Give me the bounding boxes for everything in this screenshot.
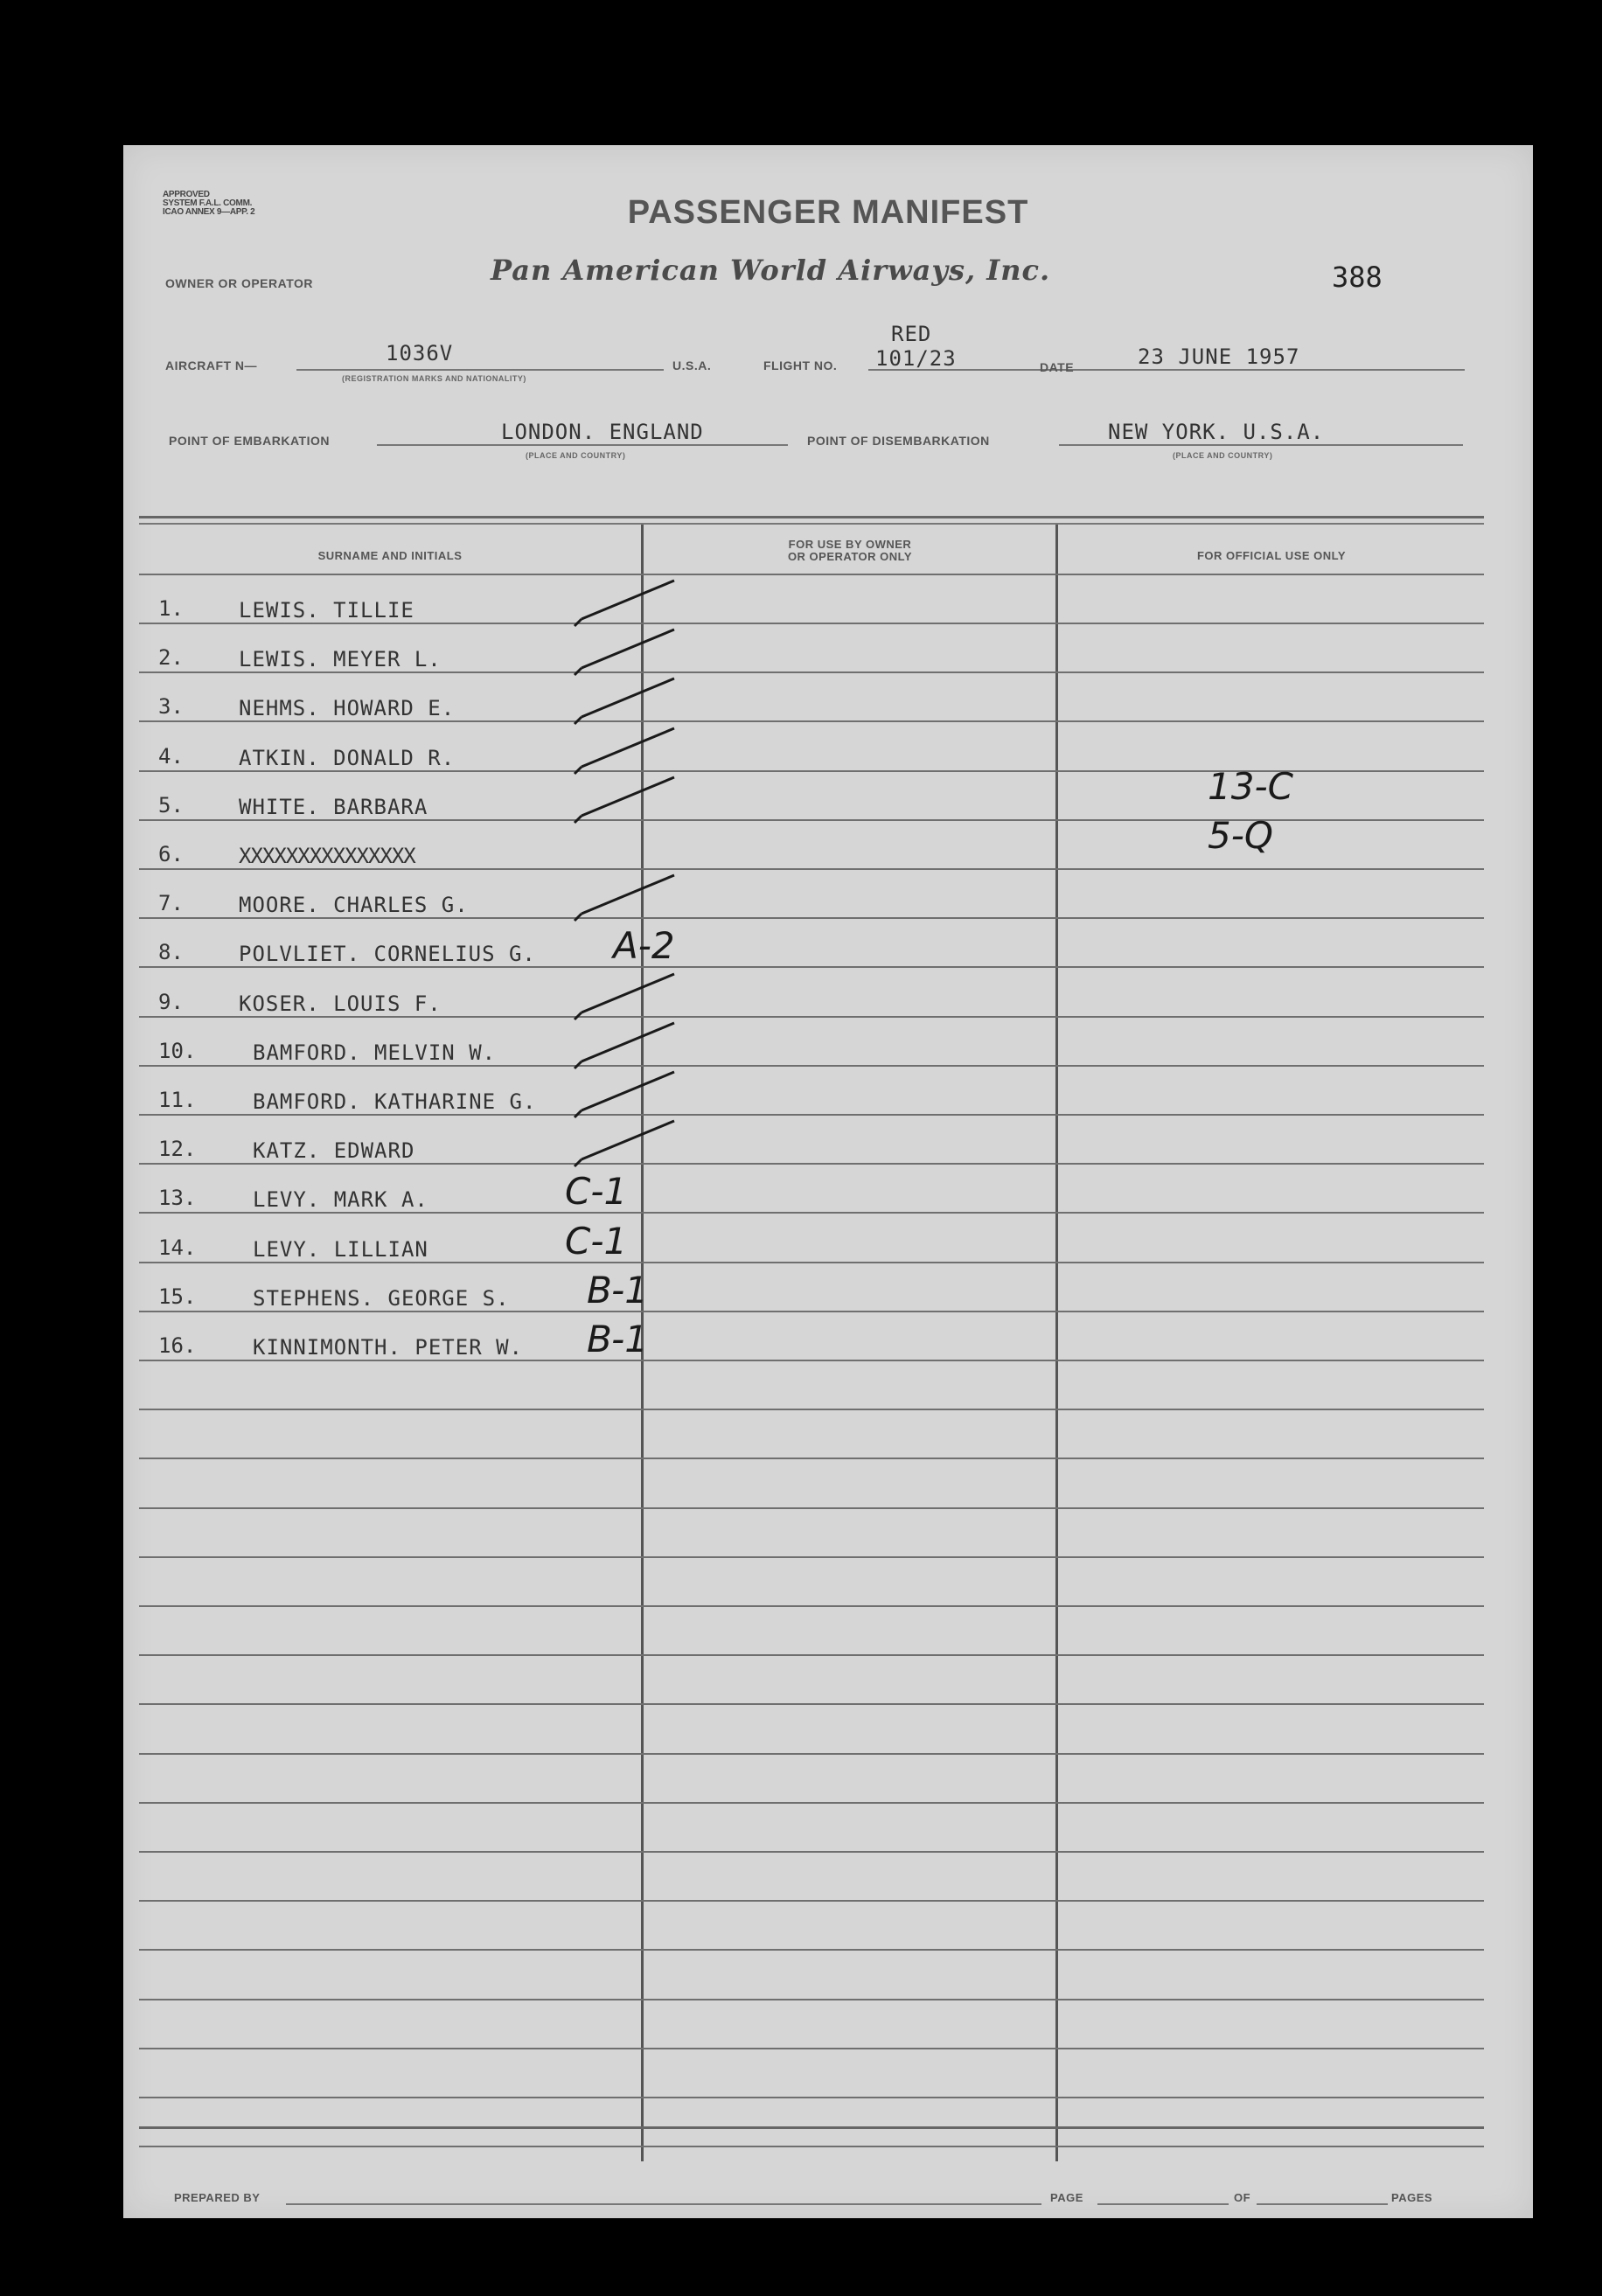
disembarkation-value: NEW YORK. U.S.A. xyxy=(1108,420,1325,444)
flight-label: FLIGHT NO. xyxy=(763,358,838,372)
registration-note: (REGISTRATION MARKS AND NATIONALITY) xyxy=(342,374,526,383)
row-rule xyxy=(139,1311,1484,1312)
passenger-name: BAMFORD. KATHARINE G. xyxy=(253,1089,537,1114)
passenger-name: LEWIS. MEYER L. xyxy=(239,647,442,672)
prepared-by-line xyxy=(286,2186,1041,2205)
row-rule xyxy=(139,1507,1484,1509)
check-stroke xyxy=(575,728,674,774)
passenger-name: MOORE. CHARLES G. xyxy=(239,893,469,918)
page-label: PAGE xyxy=(1050,2191,1083,2204)
row-rule xyxy=(139,1016,1484,1018)
row-number: 5. xyxy=(158,792,184,818)
row-rule xyxy=(139,1262,1484,1263)
row-number: 6. xyxy=(158,842,184,866)
table-top-rule xyxy=(139,516,1484,518)
of-line xyxy=(1257,2186,1388,2205)
header-rule xyxy=(139,574,1484,575)
row-rule xyxy=(139,1556,1484,1558)
row-rule xyxy=(139,2146,1484,2147)
row-number: 11. xyxy=(158,1088,197,1112)
flight-color: RED xyxy=(891,322,932,346)
check-stroke xyxy=(575,1023,674,1068)
row-rule xyxy=(139,917,1484,919)
row-number: 9. xyxy=(158,989,184,1014)
seat-mark: B-1 xyxy=(587,1268,648,1312)
manifest-sheet xyxy=(123,145,1533,2218)
seat-mark: C-1 xyxy=(565,1170,628,1214)
passenger-name: ATKIN. DONALD R. xyxy=(239,745,456,770)
row-number: 10. xyxy=(158,1038,197,1063)
passenger-name: XXXXXXXXXXXXXXX xyxy=(239,844,415,868)
date-value: 23 JUNE 1957 xyxy=(1138,344,1300,369)
official-mark: 13-C xyxy=(1208,764,1293,808)
check-tick-icon xyxy=(569,1019,692,1072)
passenger-name: KINNIMONTH. PETER W. xyxy=(253,1335,523,1360)
row-rule xyxy=(139,623,1484,624)
check-tick-icon xyxy=(569,971,692,1023)
embarkation-label: POINT OF EMBARKATION xyxy=(169,434,330,448)
row-number: 3. xyxy=(158,694,184,720)
row-rule xyxy=(139,1900,1484,1902)
passenger-name: BAMFORD. MELVIN W. xyxy=(253,1040,497,1065)
col-header-surname: SURNAME AND INITIALS xyxy=(317,549,463,562)
row-rule xyxy=(139,2097,1484,2098)
form-title: PASSENGER MANIFEST xyxy=(627,194,1029,231)
check-tick-icon xyxy=(569,675,692,727)
row-number: 1. xyxy=(158,596,184,621)
aircraft-underline xyxy=(296,343,664,371)
check-tick-icon xyxy=(569,872,692,924)
seat-mark: A-2 xyxy=(613,924,675,968)
seat-mark: B-1 xyxy=(587,1318,648,1360)
row-number: 12. xyxy=(158,1137,197,1162)
passenger-name: WHITE. BARBARA xyxy=(239,794,428,819)
check-tick-icon xyxy=(569,774,692,826)
passenger-name: POLVLIET. CORNELIUS G. xyxy=(239,942,536,967)
passenger-name: STEPHENS. GEORGE S. xyxy=(253,1285,510,1311)
row-rule xyxy=(139,1360,1484,1361)
col-header-owner xyxy=(644,539,1055,563)
approval-line: ICAO ANNEX 9—APP. 2 xyxy=(163,207,255,217)
check-stroke xyxy=(575,974,674,1019)
row-rule xyxy=(139,868,1484,870)
check-stroke xyxy=(575,630,674,675)
passenger-name: LEVY. MARK A. xyxy=(253,1187,428,1213)
owner-value: Pan American World Airways, Inc. xyxy=(491,254,1051,287)
approval-line: APPROVED xyxy=(163,190,210,199)
check-stroke xyxy=(575,678,674,724)
row-number: 15. xyxy=(158,1284,197,1309)
row-rule xyxy=(139,1949,1484,1951)
check-stroke xyxy=(575,777,674,823)
row-rule xyxy=(139,1409,1484,1410)
row-rule xyxy=(139,1703,1484,1705)
passenger-name: NEHMS. HOWARD E. xyxy=(239,696,456,721)
row-rule xyxy=(139,1212,1484,1214)
flight-value: 101/23 xyxy=(875,346,957,371)
row-rule xyxy=(139,819,1484,821)
row-rule xyxy=(139,1802,1484,1804)
table-bottom-rule xyxy=(139,2126,1484,2129)
document-number: 388 xyxy=(1332,261,1383,294)
col-header-owner-line: FOR USE BY OWNER xyxy=(788,538,912,551)
row-rule xyxy=(139,966,1484,968)
row-number: 7. xyxy=(158,891,184,916)
passenger-name: LEWIS. TILLIE xyxy=(239,598,414,623)
owner-label: OWNER OR OPERATOR xyxy=(165,276,313,290)
row-rule xyxy=(139,2048,1484,2049)
check-tick-icon xyxy=(569,1117,692,1170)
row-rule xyxy=(139,1458,1484,1459)
embarkation-value: LONDON. ENGLAND xyxy=(501,420,704,444)
official-mark: 5-Q xyxy=(1208,814,1273,857)
row-rule xyxy=(139,720,1484,722)
check-stroke xyxy=(575,1121,674,1166)
check-tick-icon xyxy=(569,1068,692,1121)
col-header-official: FOR OFFICIAL USE ONLY xyxy=(1196,549,1347,562)
seat-mark: C-1 xyxy=(565,1219,628,1263)
pages-label: PAGES xyxy=(1391,2191,1433,2204)
disembarkation-label: POINT OF DISEMBARKATION xyxy=(807,434,990,448)
row-rule xyxy=(139,1851,1484,1853)
row-number: 13. xyxy=(158,1186,197,1211)
row-number: 16. xyxy=(158,1333,197,1358)
check-tick-icon xyxy=(569,725,692,777)
row-rule xyxy=(139,671,1484,673)
row-rule xyxy=(139,1605,1484,1607)
page-line xyxy=(1097,2186,1229,2205)
place-note-embark: (PLACE AND COUNTRY) xyxy=(526,451,626,460)
check-tick-icon xyxy=(569,577,692,630)
check-tick-icon xyxy=(569,626,692,678)
row-rule xyxy=(139,1114,1484,1116)
row-rule xyxy=(139,1654,1484,1656)
place-note-disembark: (PLACE AND COUNTRY) xyxy=(1173,451,1273,460)
aircraft-value: 1036V xyxy=(386,341,454,365)
date-label: DATE xyxy=(1040,360,1075,374)
row-number: 14. xyxy=(158,1235,197,1260)
row-rule xyxy=(139,1999,1484,2000)
row-number: 8. xyxy=(158,940,184,965)
of-label: OF xyxy=(1234,2191,1251,2204)
col-header-owner-line: OR OPERATOR ONLY xyxy=(787,550,913,563)
check-stroke xyxy=(575,1072,674,1117)
check-stroke xyxy=(575,581,674,626)
row-number: 4. xyxy=(158,743,184,769)
prepared-by-label: PREPARED BY xyxy=(174,2191,261,2204)
row-number: 2. xyxy=(158,645,184,671)
approval-line: SYSTEM F.A.L. COMM. xyxy=(163,198,253,208)
row-rule xyxy=(139,1163,1484,1165)
table-top-rule-2 xyxy=(139,523,1484,525)
row-rule xyxy=(139,1753,1484,1755)
aircraft-label: AIRCRAFT N— xyxy=(165,358,258,372)
row-rule xyxy=(139,1065,1484,1067)
passenger-name: KOSER. LOUIS F. xyxy=(239,991,442,1016)
passenger-name: KATZ. EDWARD xyxy=(253,1138,415,1164)
check-stroke xyxy=(575,875,674,921)
usa-label: U.S.A. xyxy=(672,358,712,372)
passenger-name: LEVY. LILLIAN xyxy=(253,1236,428,1262)
